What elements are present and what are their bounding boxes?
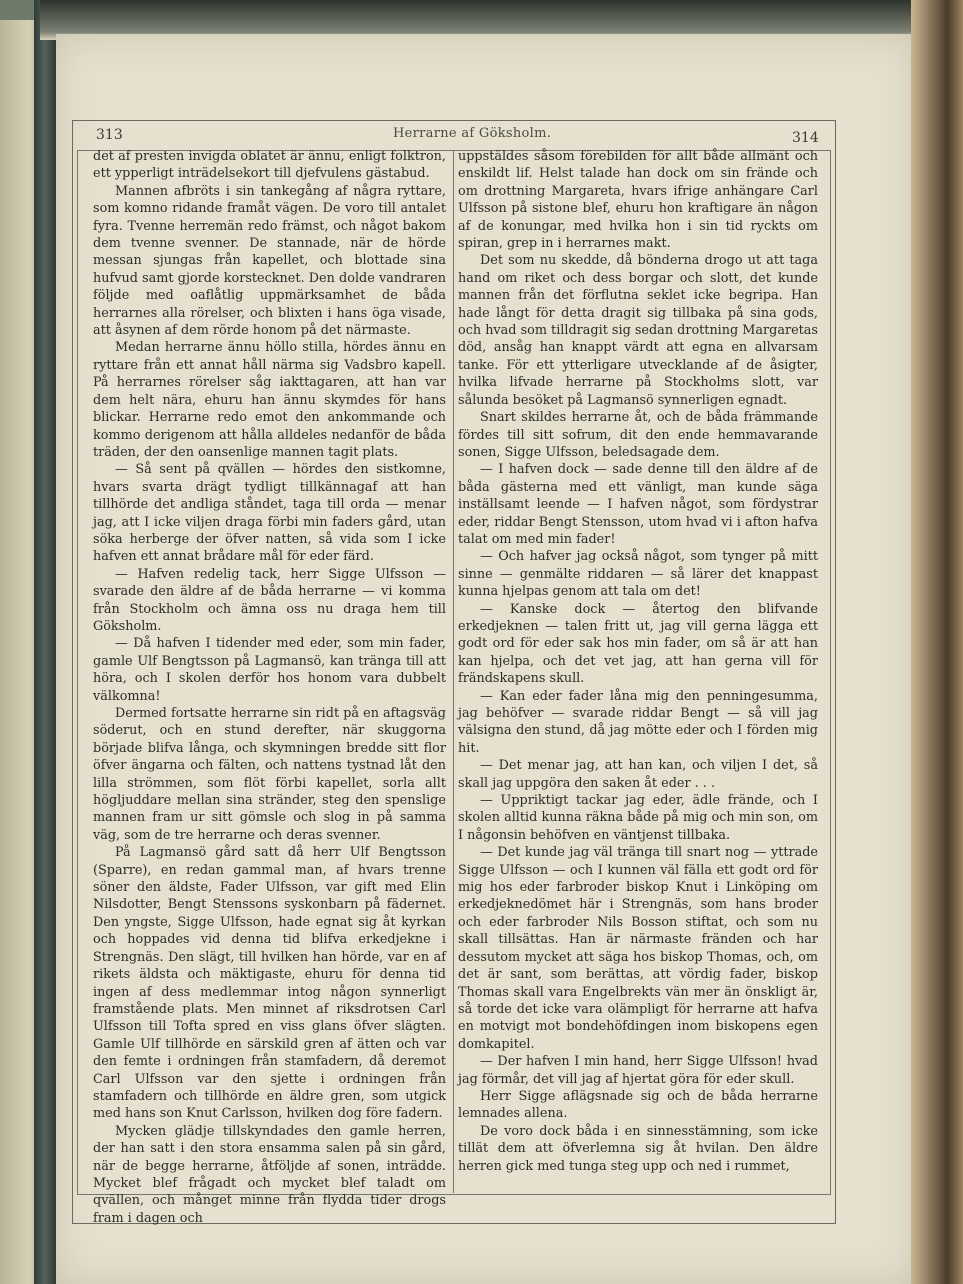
- paragraph: uppstäldes såsom förebilden för allt både allmänt och enskildt lif. Helst talade han dock om sin frände och om drottning Margareta, hvars ifrige anhängare Carl Ulfsson på sistone blef, ehuru hon kraftigare än någon af de konungar, med hvilka hon i sin tid ryckts om spiran, grep in i herrarnes makt.: [458, 149, 818, 252]
- column-divider: [453, 150, 454, 1193]
- paragraph: — Der hafven I min hand, herr Sigge Ulfsson! hvad jag förmår, det vill jag af hjertat göra för eder skull.: [458, 1054, 818, 1087]
- book-spine: [34, 0, 56, 1284]
- paragraph: det af presten invigda oblatet är ännu, enligt folktron, ett ypperligt inträdelsekort till djefvulens gästabud.: [93, 149, 446, 182]
- paragraph: De voro dock båda i en sinnesstämning, som icke tillät dem att öfverlemna sig åt hvilan. Den äldre herren gick med tunga steg upp och ned i rummet,: [458, 1123, 818, 1174]
- left-text-column: [93, 148, 446, 1227]
- paragraph: Det som nu skedde, då bönderna drogo ut att taga hand om riket och dess borgar och slott, det kunde mannen från det förflutna seklet icke begripa. Han hade långt för detta dragit sig tillbaka på sina gods, och hvad som tilldragit sig sedan drottning Margaretas död, ansåg han knappt värdt att egna en allvarsam tanke. För ett ytterligare utvecklande af de åsigter, hvilka lifvade herrarne på Stockholms slott, var sålunda besöket på Lagmansö synnerligen egnadt.: [458, 253, 818, 408]
- page-number-left: 313: [96, 127, 123, 143]
- paragraph: Mycken glädje tillskyndades den gamle herren, der han satt i den stora ensamma salen på sin gård, när de begge herrarne, åtföljde af sonen, inträdde. Mycket blef frågadt och mycket blef taladt om qvällen, och månget minne från flydda tider drogs fram i dagen och: [93, 1123, 446, 1226]
- paragraph: Snart skildes herrarne åt, och de båda främmande fördes till sitt sofrum, dit den ende hemmavarande sonen, Sigge Ulfsson, beledsagade dem.: [458, 410, 818, 460]
- paragraph: — Så sent på qvällen — hördes den sistkomne, hvars svarta drägt tydligt tillkännagaf att han tillhörde det andliga ståndet, taga till orda — menar jag, att I icke viljen draga förbi min faders gård, utan söka herberge der öfver natten, så vida som I icke hafven ett annat brådare mål för eder färd.: [93, 462, 446, 565]
- paragraph: — Uppriktigt tackar jag eder, ädle frände, och I skolen alltid kunna räkna både på mig och min son, om I någonsin behöfven en väntjenst tillbaka.: [458, 793, 818, 843]
- paragraph: — I hafven dock — sade denne till den äldre af de båda gästerna med ett vänligt, man kunde säga inställsamt leende — I hafven något, som fördystrar eder, riddar Bengt Stensson, utom hvad vi i afton hafva talat om med min fader!: [458, 462, 818, 547]
- page-number-right: 314: [792, 130, 819, 146]
- paragraph: På Lagmansö gård satt då herr Ulf Bengtsson (Sparre), en redan gammal man, af hvars trenne söner den äldste, Fader Ulfsson, var gift med Elin Nilsdotter, Bengt Stenssons syskonbarn på fädernet. Den yngste, Sigge Ulfsson, hade egnat sig åt kyrkan och hoppades vid denna tid blifva erkedjekne i Strengnäs. Den slägt, till hvilken han hörde, var en af rikets äldsta och mäktigaste, ehuru för denna tid ingen af dess medlemmar intog någon synnerligt framstående plats. Men minnet af riksdrotsen Carl Ulfsson till Tofta spred en viss glans öfver slägten. Gamle Ulf tillhörde en särskild gren af ätten och var den femte i ordningen från stamfadern, då deremot Carl Ulfsson var den sjette i ordningen från stamfadern och tillhörde en äldre gren, som utgick med hans son Knut Carlsson, hvilken dog före fadern.: [93, 845, 446, 1122]
- paragraph: — Kan eder fader låna mig den penningesumma, jag behöfver — svarade riddar Bengt — så vill jag välsigna den stund, då jag mötte eder och I förden mig hit.: [458, 688, 818, 756]
- right-text-column: [458, 148, 818, 1175]
- paragraph: Herr Sigge aflägsnade sig och de båda herrarne lemnades allena.: [458, 1088, 818, 1122]
- paragraph: — Och hafver jag också något, som tynger på mitt sinne — genmälte riddaren — så lärer det knappast kunna hjelpas genom att tala om det!: [458, 549, 818, 600]
- paragraph: — Det menar jag, att han kan, och viljen I det, så skall jag uppgöra den saken åt eder . . .: [458, 758, 818, 791]
- paragraph: — Kanske dock — återtog den blifvande erkedjeknen — talen fritt ut, jag vill gerna lägga ett godt ord för eder sak hos min fader, om så är att han kan hjelpa, och det vet jag, att han gerna vill för frändskapens skull.: [458, 601, 818, 687]
- book-cover-edge: [911, 0, 963, 1284]
- running-title: Herrarne af Göksholm.: [393, 126, 552, 141]
- paragraph: Medan herrarne ännu höllo stilla, hördes ännu en ryttare från ett annat håll närma sig Vadsbro kapell. På herrarnes rörelser såg iakttagaren, att han var dem helt nära, ehuru han ännu skymdes för hans blickar. Herrarne redo emot den ankommande och kommo derigenom att hålla alldeles nedanför de båda träden, der den oansenlige mannen tagit plats.: [93, 340, 446, 460]
- paragraph: Mannen afbröts i sin tankegång af några ryttare, som komno ridande framåt vägen. De voro till antalet fyra. Tvenne herremän redo främst, och något bakom dem tvenne svenner. De stannade, när de hörde messan sjungas från kapellet, och blottade sina hufvud samt gjorde korstecknet. Den dolde vandraren följde med oaflåtlig uppmärksamhet de båda herrarnes alla rörelser, och blixten i hans öga visade, att åsynen af dem rörde honom på det närmaste.: [93, 183, 446, 339]
- paragraph: Dermed fortsatte herrarne sin ridt på en aftagsväg söderut, och en stund derefter, när skuggorna började blifva långa, och skymningen bredde sitt flor öfver ängarna och fälten, och nattens tystnad låt den lilla strömmen, som flöt förbi kapellet, sorla allt högljuddare mellan sina stränder, steg den spenslige mannen fram ur sitt gömsle och slog in på samma väg, som de tre herrarne och deras svenner.: [93, 706, 446, 843]
- paragraph: — Det kunde jag väl tränga till snart nog — yttrade Sigge Ulfsson — och I kunnen väl fälla ett godt ord för mig hos eder farbroder biskop Knut i Linköping om erkedjeknedömet här i Strengnäs, som hans broder och eder farbroder Nils Bosson stiftat, och som nu skall tillsättas. Han är närmaste fränden och har dessutom mycket att säga hos biskop Thomas, och, om det är sant, som berättas, att vördig fader, biskop Thomas skall vara Engelbrekts vän mer än önskligt är, så torde det icke vara olämpligt för herrarne att hafva en motvigt mot bondehöfdingen inom biskopens egen domkapitel.: [458, 845, 818, 1052]
- paragraph: — Då hafven I tidender med eder, som min fader, gamle Ulf Bengtsson på Lagmansö, kan tränga till att höra, och I skolen derför hos honom vara dubbelt välkomna!: [93, 636, 446, 704]
- paragraph: — Hafven redelig tack, herr Sigge Ulfsson — svarade den äldre af de båda herrarne — vi komma från Stockholm och ämna oss nu draga hem till Göksholm.: [93, 566, 446, 634]
